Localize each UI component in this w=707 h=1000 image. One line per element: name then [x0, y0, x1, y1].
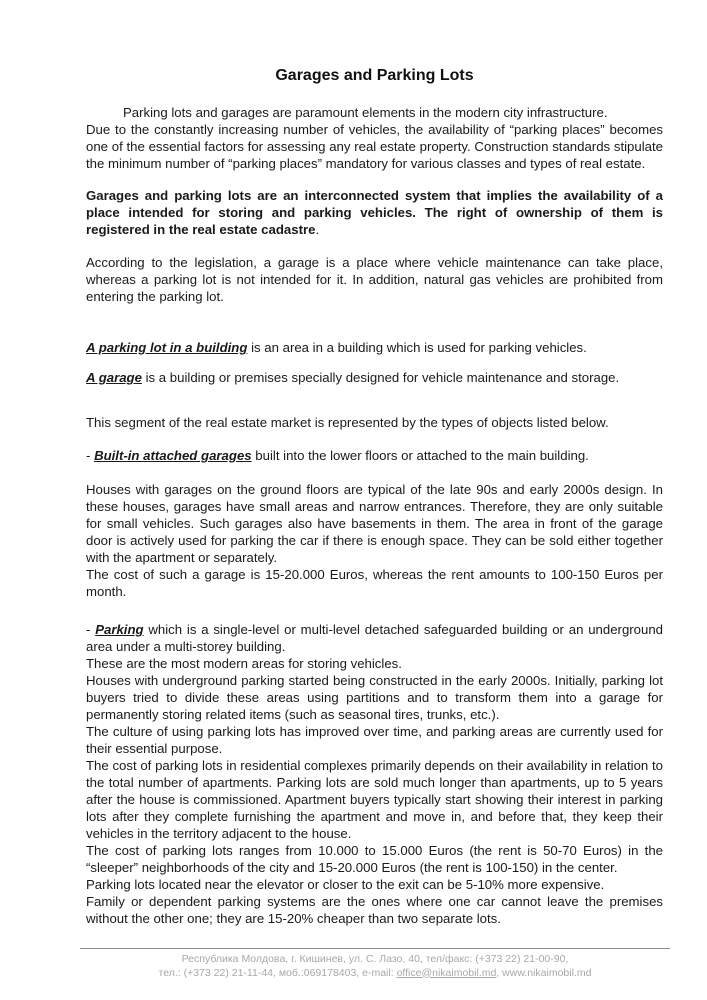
- footer-phone-text: тел.: (+373 22) 21-11-44, моб.:069178403, e-mail:: [158, 966, 397, 979]
- built-in-garages-description: Houses with garages on the ground floors are typical of the late 90s and early 2000s design. In these houses, garages have small areas and narrow entrances. Therefore, they are only suitable for small vehicles. Such garages also have basements in them. The area in front of the garage door is actively used for parking the car if there is enough space. They can be sold either together with the apartment or separately.: [86, 482, 663, 565]
- document-body: [86, 66, 663, 927]
- built-in-garages-cost: The cost of such a garage is 15-20.000 Euros, whereas the rent amounts to 100-150 Euros per month.: [86, 567, 663, 599]
- built-in-garages-term: Built-in attached garages: [94, 448, 252, 463]
- intro-lead-line: Parking lots and garages are paramount elements in the modern city infrastructure.: [123, 105, 608, 120]
- parking-underground-history: Houses with underground parking started being constructed in the early 2000s. Initially, parking lot buyers tried to divide these areas using partitions and to transform them into a garage for permanently storing related items (such as seasonal tires, trunks, etc.).: [86, 673, 663, 722]
- parking-dash: -: [86, 622, 96, 637]
- definition-parking-lot: [86, 339, 663, 356]
- footer-contacts-line: [80, 967, 670, 981]
- parking-cost-ranges: The cost of parking lots ranges from 10.000 to 15.000 Euros (the rent is 50-70 Euros) in the “sleeper” neighborhoods of the city and 15-20.000 Euros (the rent is 100-150) in the center.: [86, 843, 663, 875]
- parking-elevator-premium: Parking lots located near the elevator or closer to the exit can be 5-10% more expensive.: [86, 877, 605, 892]
- parking-lot-term: A parking lot in a building: [86, 340, 248, 355]
- built-in-dash: -: [86, 448, 95, 463]
- garage-term: A garage: [86, 370, 142, 385]
- legislation-paragraph: According to the legislation, a garage is a place where vehicle maintenance can take place, whereas a parking lot is not intended for it. In addition, natural gas vehicles are prohibited from entering the parking lot.: [86, 255, 663, 304]
- parking-heading-text: which is a single-level or multi-level detached safeguarded building or an underground area under a multi-storey building.: [86, 622, 664, 654]
- footer-website-text: , www.nikaimobil.md: [496, 966, 592, 979]
- parking-culture: The culture of using parking lots has improved over time, and parking areas are currently used for their essential purpose.: [86, 724, 663, 756]
- parking-modern-areas: These are the most modern areas for storing vehicles.: [86, 656, 402, 671]
- bold-statement-paragraph: [86, 187, 663, 238]
- parking-cost-factors: The cost of parking lots in residential complexes primarily depends on their availability in relation to the total number of apartments. Parking lots are sold much longer than apartments, up to 5 years after the house is commissioned. Apartment buyers typically start showing their interest in parking lots after they complete furnishing the apartment and move in, and before that, they keep their vehicles in the territory adjacent to the house.: [86, 758, 663, 841]
- bold-statement-text: Garages and parking lots are an interconnected system that implies the availability of a place intended for storing and parking vehicles. The right of ownership of them is registered in the real estate cadastre: [86, 188, 663, 237]
- definition-garage: [86, 369, 663, 386]
- built-in-garages-heading: [86, 447, 663, 464]
- segment-intro-paragraph: This segment of the real estate market is represented by the types of objects listed below.: [86, 415, 609, 430]
- page-footer: [80, 948, 670, 980]
- footer-address-line: Республика Молдова, г. Кишинев, ул. С. Лазо, 40, тел/факс: (+373 22) 21-00-90,: [181, 953, 569, 965]
- document-title: Garages and Parking Lots: [275, 67, 474, 84]
- footer-email-link[interactable]: office@nikaimobil.md: [396, 966, 497, 979]
- intro-paragraph: Due to the constantly increasing number of vehicles, the availability of “parking places” becomes one of the essential factors for assessing any real estate property. Construction standards stipulate the minimum number of “parking places” mandatory for various classes and types of real estate.: [86, 122, 663, 171]
- parking-family-systems: Family or dependent parking systems are the ones where one car cannot leave the premises without the other one; they are 15-20% cheaper than two separate lots.: [86, 894, 663, 926]
- built-in-garages-text: built into the lower floors or attached to the main building.: [251, 448, 589, 463]
- parking-term: Parking: [95, 622, 144, 637]
- garage-definition-text: is a building or premises specially designed for vehicle maintenance and storage.: [141, 370, 620, 385]
- bold-statement-period: .: [315, 222, 320, 237]
- parking-lot-definition-text: is an area in a building which is used for parking vehicles.: [247, 340, 587, 355]
- parking-heading: [86, 621, 663, 655]
